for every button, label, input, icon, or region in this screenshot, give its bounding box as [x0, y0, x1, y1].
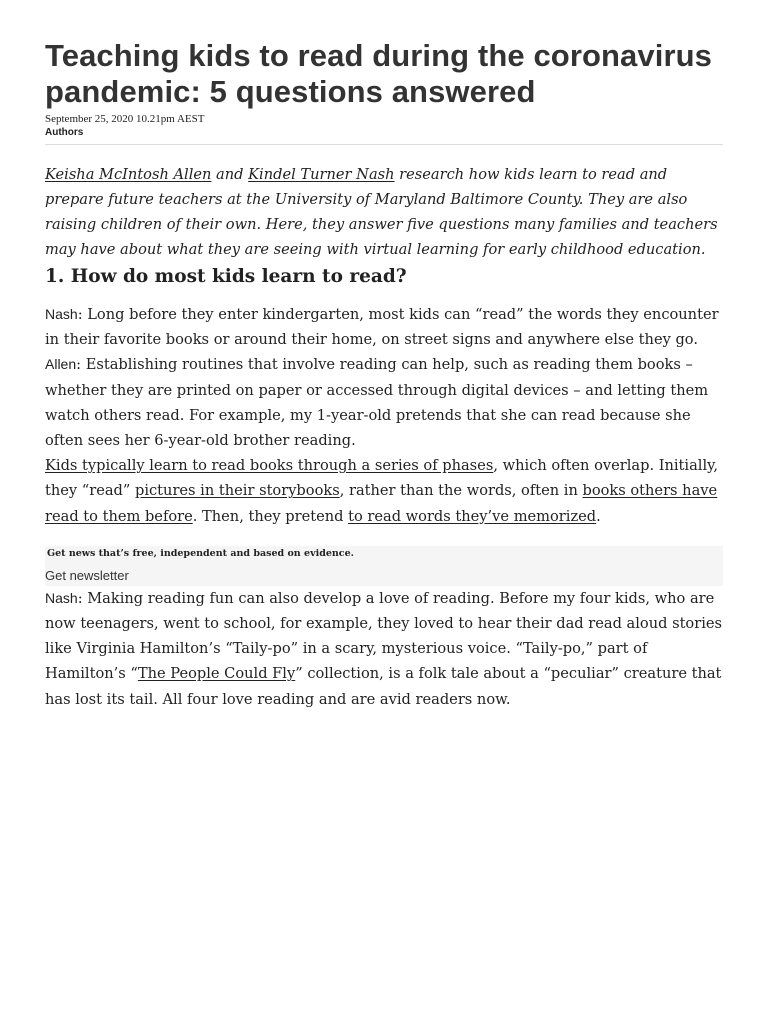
- speaker-nash: Nash: [45, 306, 78, 322]
- author-link-allen[interactable]: Keisha McIntosh Allen: [45, 166, 212, 183]
- paragraph-text: . Then, they pretend: [192, 507, 349, 525]
- publish-date: September 25, 2020 10.21pm AEST: [45, 113, 205, 125]
- paragraph-phases: [45, 453, 723, 529]
- paragraph-text: : Making reading fun can also develop a love of reading. Before my four kids, who are now teenagers, went to school, for example, they loved to hear their dad read aloud stories like Virginia Hamilton’s “Taily-po” in a scary, mysterious voice. “Taily-po,” part of Hamilton’s “: [45, 589, 722, 683]
- paragraph-text: , which often overlap. Initially, they “read”: [45, 457, 719, 500]
- link-people-could-fly[interactable]: The People Could Fly: [137, 665, 296, 683]
- article-title: Teaching kids to read during the coronavirus pandemic: 5 questions answered: [45, 38, 712, 109]
- paragraph-text: : Establishing routines that involve reading can help, such as reading them books – whether they are printed on paper or accessed through digital devices – and letting them watch others read. For example, my 1-year-old pretends that she can read because she often sees her 6-year-old brother reading.: [45, 356, 709, 450]
- authors-label: Authors: [45, 127, 84, 138]
- link-phases[interactable]: Kids typically learn to read books through a series of phases: [45, 457, 494, 475]
- paragraph-nash-1: [45, 302, 723, 352]
- newsletter-button[interactable]: Get newsletter: [45, 567, 129, 583]
- link-storybooks[interactable]: pictures in their storybooks: [135, 482, 340, 500]
- divider: [45, 144, 723, 145]
- intro-text: research how kids learn to read and prepare future teachers at the University of Maryland Baltimore County. They are also raising children of their own. Here, they answer five questions many families and teachers may have about what they are seeing with virtual learning for early childhood education.: [45, 166, 718, 258]
- intro-and: and: [211, 166, 249, 183]
- paragraph-text: ” collection, is a folk tale about a “peculiar” creature that has lost its tail. All four love reading and are avid readers now.: [45, 665, 722, 708]
- intro-paragraph: [45, 162, 723, 262]
- newsletter-box: [45, 546, 723, 586]
- link-books-read-before[interactable]: books others have read to them before: [45, 482, 718, 525]
- paragraph-allen-1: [45, 352, 723, 453]
- speaker-allen: Allen: [45, 356, 77, 373]
- paragraph-text: : Long before they enter kindergarten, most kids can “read” the words they encounter in their favorite books or around their home, on street signs and anywhere else they go.: [45, 306, 719, 349]
- link-memorized-words[interactable]: to read words they’ve memorized: [348, 507, 597, 525]
- section-heading: 1. How do most kids learn to read?: [45, 266, 407, 287]
- paragraph-text: , rather than the words, often in: [339, 482, 583, 500]
- paragraph-nash-2: [45, 586, 723, 712]
- article: [45, 38, 723, 712]
- speaker-nash: Nash: [45, 589, 78, 606]
- paragraph-text: .: [596, 507, 601, 525]
- author-link-nash[interactable]: Kindel Turner Nash: [248, 166, 395, 183]
- newsletter-tagline: Get news that’s free, independent and based on evidence.: [47, 547, 354, 559]
